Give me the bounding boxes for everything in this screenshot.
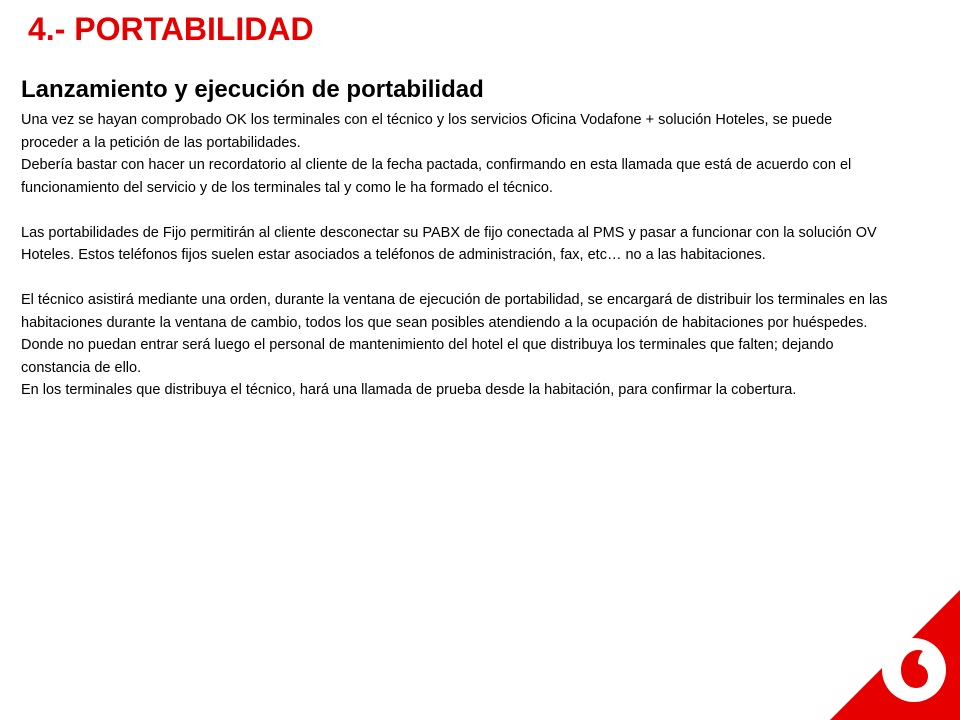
body-paragraph: Debería bastar con hacer un recordatorio al cliente de la fecha pactada, confirmando en esta llamada que está de acuerdo con el funcionamiento del servicio y de los terminales tal y como le ha formado el técnico. (21, 157, 852, 196)
section-heading: Lanzamiento y ejecución de portabilidad (21, 76, 484, 103)
slide-title: 4.- PORTABILIDAD (28, 11, 314, 47)
body-paragraph: Una vez se hayan comprobado OK los terminales con el técnico y los servicios Oficina Vodafone + solución Hoteles, se puede proceder a la petición de las portabilidades. (21, 112, 833, 151)
vodafone-logo-icon (880, 636, 948, 704)
body-paragraph: El técnico asistirá mediante una orden, durante la ventana de ejecución de portabilidad, se encargará de distribuir los terminales en las habitaciones durante la ventana de cambio, todos los que sean posibles atendiendo a la ocupación de habitaciones por huéspedes. Donde no puedan entrar será luego el personal de mantenimiento del hotel el que distribuya los terminales que falten; dejando constancia de ello. (21, 292, 888, 376)
body-text (21, 109, 891, 402)
body-paragraph: Las portabilidades de Fijo permitirán al cliente desconectar su PABX de fijo conectada al PMS y pasar a funcionar con la solución OV Hoteles. Estos teléfonos fijos suelen estar asociados a teléfonos de administración, fax, etc… no a las habitaciones. (21, 224, 877, 263)
body-paragraph: En los terminales que distribuya el técnico, hará una llamada de prueba desde la habitación, para confirmar la cobertura. (21, 382, 797, 398)
